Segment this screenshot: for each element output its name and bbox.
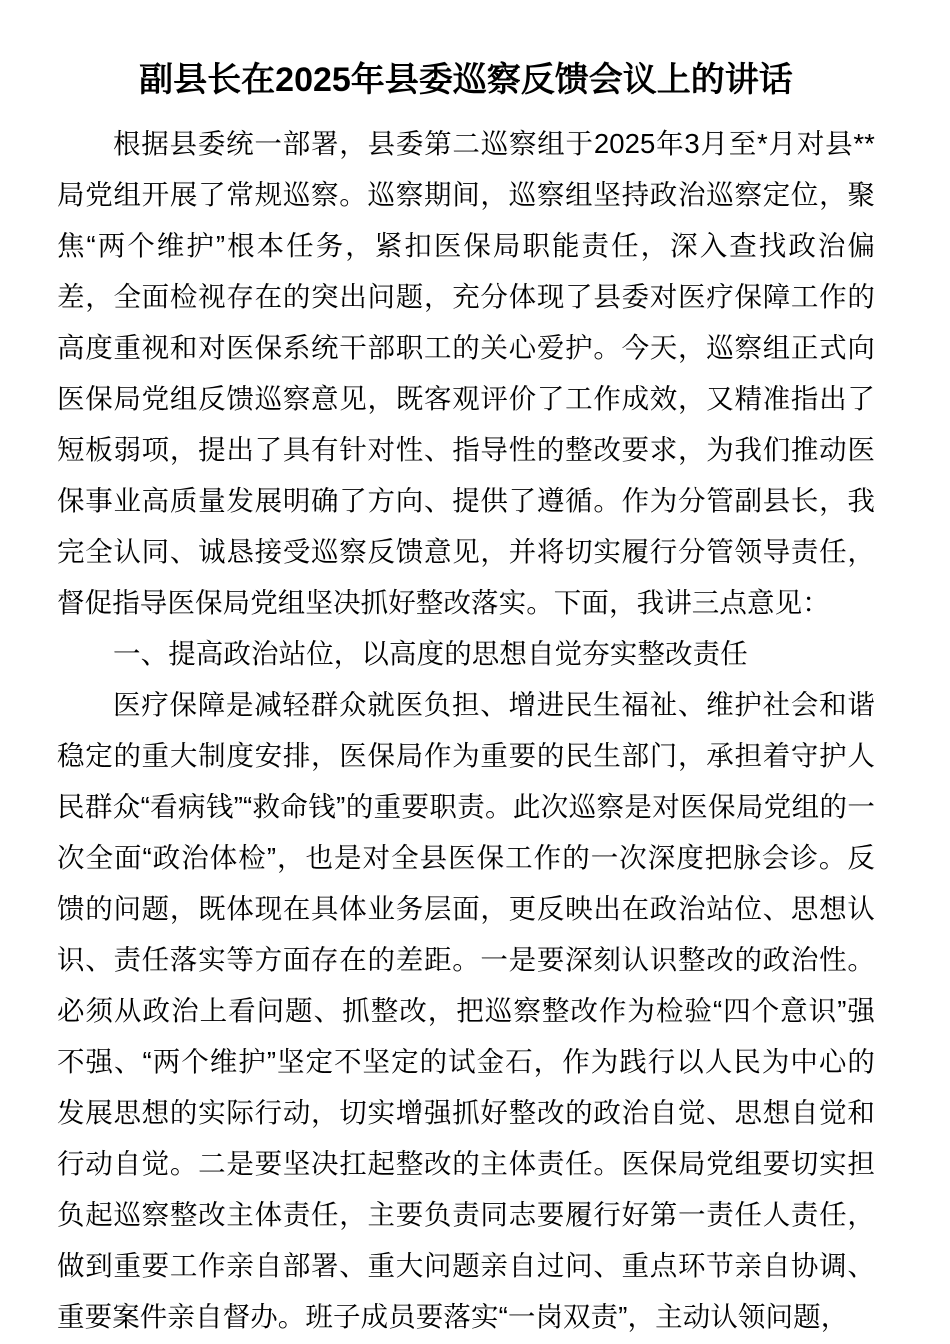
- page-title: 副县长在2025年县委巡察反馈会议上的讲话: [139, 61, 793, 99]
- paragraph-section-1-body: 医疗保障是减轻群众就医负担、增进民生福祉、维护社会和谐稳定的重大制度安排，医保局作为重要的民生部门，承担着守护人民群众“看病钱”“救命钱”的重要职责。此次巡察是对医保局党组的一次全面“政治体检”，也是对全县医保工作的一次深度把脉会诊。反馈的问题，既体现在具体业务层面，更反映出在政治站位、思想认识、责任落实等方面存在的差距。一是要深刻认识整改的政治性。必须从政治上看问题、抓整改，把巡察整改作为检验“四个意识”强不强、“两个维护”坚定不坚定的试金石，作为践行以人民为中心的发展思想的实际行动，切实增强抓好整改的政治自觉、思想自觉和行动自觉。二是要坚决扛起整改的主体责任。医保局党组要切实担负起巡察整改主体责任，主要负责同志要履行好第一责任人责任，做到重要工作亲自部署、重大问题亲自过问、重点环节亲自协调、重要案件亲自督办。班子成员要落实“一岗双责”，主动认领问题，: [57, 689, 875, 1332]
- section-heading-1: 一、提高政治站位，以高度的思想自觉夯实整改责任: [113, 638, 748, 669]
- paragraph-intro: 根据县委统一部署，县委第二巡察组于2025年3月至*月对县**局党组开展了常规巡察。巡察期间，巡察组坚持政治巡察定位，聚焦“两个维护”根本任务，紧扣医保局职能责任，深入查找政治偏差，全面检视存在的突出问题，充分体现了县委对医疗保障工作的高度重视和对医保系统干部职工的关心爱护。今天，巡察组正式向医保局党组反馈巡察意见，既客观评价了工作成效，又精准指出了短板弱项，提出了具有针对性、指导性的整改要求，为我们推动医保事业高质量发展明确了方向、提供了遵循。作为分管副县长，我完全认同、诚恳接受巡察反馈意见，并将切实履行分管领导责任，督促指导医保局党组坚决抓好整改落实。下面，我讲三点意见：: [57, 128, 875, 618]
- document-body: [57, 118, 875, 1342]
